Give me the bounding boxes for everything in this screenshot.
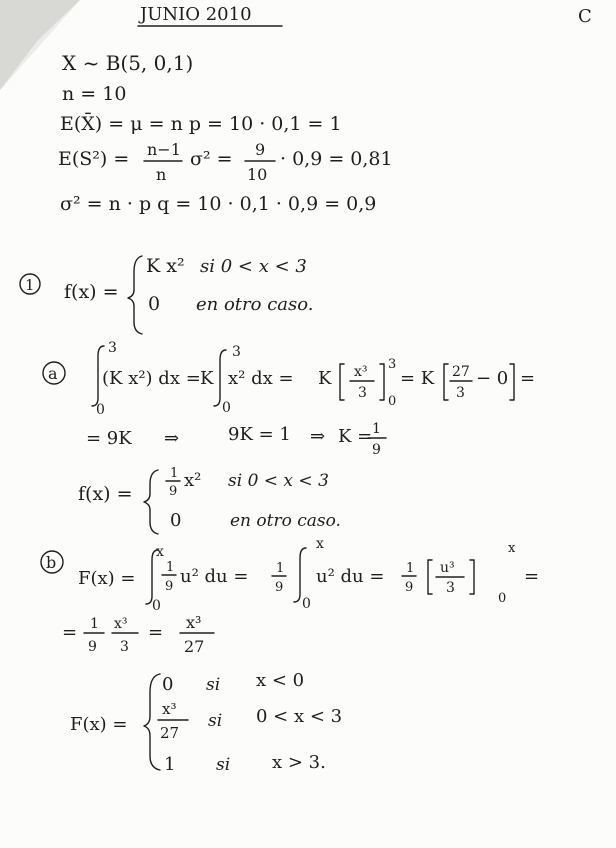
problem1-case2-cond: en otro caso.	[196, 294, 314, 315]
part-b-F-case3-range: x > 3.	[272, 752, 326, 773]
part-a-eval-lower: 0	[388, 394, 397, 409]
part-a-k2: K	[318, 368, 332, 389]
part-b-c1-num: 1	[166, 560, 175, 575]
part-b-int2-upper: x	[316, 536, 324, 552]
part-a-int1-lower: 0	[96, 402, 105, 418]
part-a-bracket-right	[380, 364, 384, 400]
intro-line-1: X ~ B(5, 0,1)	[62, 51, 194, 75]
part-a-int2-body: x² dx =	[228, 368, 294, 389]
part-b-F-case3-expr: 1	[164, 754, 176, 775]
part-b-label: b	[46, 553, 57, 572]
intro-line-3: E(X̄) = μ = n p = 10 · 0,1 = 1	[60, 113, 342, 135]
part-a-f-case1-x: x²	[184, 470, 202, 491]
problem1-case1-expr: K x²	[146, 255, 185, 277]
part-b-c2-num: 1	[276, 561, 285, 576]
part-a-bracket-left	[340, 364, 344, 400]
part-b-int-body: u² du =	[180, 566, 249, 587]
part-b-F-case2-num: x³	[162, 700, 177, 718]
intro-line-4-lhs: E(S²) =	[58, 148, 130, 170]
part-b-end-eq: =	[524, 566, 540, 587]
intro-line-4-rhs: · 0,9 = 0,81	[280, 148, 393, 170]
part-b-int2-body: u² du =	[316, 566, 385, 587]
part-b-F-brace	[144, 674, 160, 770]
intro-line-4-frac2-num: 9	[255, 140, 266, 159]
part-b-c1-den: 9	[165, 579, 174, 594]
part-a-frac2-num: 27	[452, 364, 470, 380]
part-b-bracket-left	[428, 560, 432, 594]
part-b-l2-x-den: 3	[120, 639, 129, 655]
part-a-arrow-1: ⇒	[164, 428, 180, 449]
part-a-f-case1-num: 1	[170, 466, 179, 481]
part-a-frac2-den: 3	[456, 385, 465, 401]
part-b-F-case3-cond: si	[216, 755, 231, 775]
part-b-c2-den: 9	[275, 580, 284, 595]
intro-line-4-frac2-den: 10	[247, 165, 268, 184]
part-a-line2-c: K =	[338, 426, 373, 447]
part-a-int1-upper: 3	[108, 340, 117, 356]
part-a-label: a	[48, 364, 58, 383]
part-b-l2-c-num: 1	[90, 616, 99, 632]
part-b-br-lower: 0	[498, 591, 507, 606]
problem-number: 1	[25, 276, 35, 294]
part-a-arrow-2: ⇒	[310, 426, 326, 447]
part-a-end-eq: =	[520, 368, 536, 389]
intro-line-4-frac1-den: n	[156, 165, 167, 184]
problem1-case2-expr: 0	[148, 293, 161, 315]
part-b-c3-num: 1	[406, 561, 415, 576]
part-b-l2-c-den: 9	[88, 639, 97, 655]
part-a-k1: K	[200, 368, 214, 389]
header-title: JUNIO 2010	[140, 4, 252, 25]
part-b-int-upper: x	[156, 544, 164, 560]
intro-line-5: σ² = n · p q = 10 · 0,1 · 0,9 = 0,9	[60, 193, 377, 215]
part-a-eval-upper: 3	[388, 357, 397, 372]
part-b-br-den: 3	[446, 580, 455, 596]
problem1-case1-cond: si 0 < x < 3	[200, 256, 307, 277]
part-a-int2-upper: 3	[232, 344, 241, 360]
part-a-bracket2-right	[510, 364, 514, 400]
part-b-int2-lower: 0	[302, 596, 311, 612]
part-a-bracket2-left	[444, 364, 448, 400]
part-a-k-den: 9	[372, 442, 381, 458]
part-a-integral-2	[214, 350, 226, 406]
part-b-l2-eq: =	[148, 622, 164, 643]
part-a-int1-body: (K x²) dx =	[102, 368, 201, 389]
part-b-l2-r-num: x³	[186, 613, 202, 632]
part-a-minus0: − 0	[476, 368, 509, 389]
part-b-int-lower: 0	[152, 598, 161, 614]
part-a-f-brace	[144, 470, 158, 534]
part-b-F-case2-range: 0 < x < 3	[256, 706, 343, 727]
part-b-F-case2-den: 27	[160, 724, 180, 742]
part-a-k-num: 1	[372, 421, 381, 437]
part-b-integral-2	[294, 548, 306, 602]
part-b-br-num: u³	[440, 560, 455, 576]
part-a-f-case2-expr: 0	[170, 510, 182, 531]
part-a-int2-lower: 0	[222, 400, 231, 416]
part-a-f-case2-cond: en otro caso.	[230, 511, 341, 531]
part-a-frac-den: 3	[358, 385, 367, 401]
part-b-c3-den: 9	[405, 580, 414, 595]
part-a-line2-b: 9K = 1	[228, 424, 291, 445]
problem1-lhs: f(x) =	[64, 281, 119, 303]
part-b-F-case1-cond: si	[206, 675, 221, 695]
part-a-f-case1-den: 9	[169, 484, 178, 499]
part-b-bracket-right	[470, 560, 474, 594]
part-a-f-lhs: f(x) =	[78, 483, 133, 505]
part-b-F-case2-cond: si	[208, 711, 223, 731]
part-b-F-case1-expr: 0	[162, 674, 174, 695]
part-a-line2-a: = 9K	[86, 428, 132, 449]
part-b-lhs: F(x) =	[78, 568, 136, 589]
intro-line-4-mid: σ² =	[190, 148, 233, 170]
intro-line-2: n = 10	[62, 83, 127, 105]
part-a-f-case1-cond: si 0 < x < 3	[228, 471, 329, 491]
part-b-line2-eq: =	[62, 622, 78, 643]
part-b-l2-x-num: x³	[114, 616, 128, 632]
part-a-frac-num: x³	[354, 364, 368, 380]
part-b-l2-r-den: 27	[184, 637, 205, 656]
intro-line-4-frac1-num: n−1	[147, 140, 181, 159]
part-a-eq: = K	[400, 368, 435, 389]
corner-mark: C	[578, 6, 592, 27]
problem1-brace	[128, 256, 142, 334]
part-b-F-case1-range: x < 0	[256, 670, 305, 691]
part-b-F-lhs: F(x) =	[70, 714, 128, 735]
part-b-br-upper: x	[508, 541, 516, 556]
